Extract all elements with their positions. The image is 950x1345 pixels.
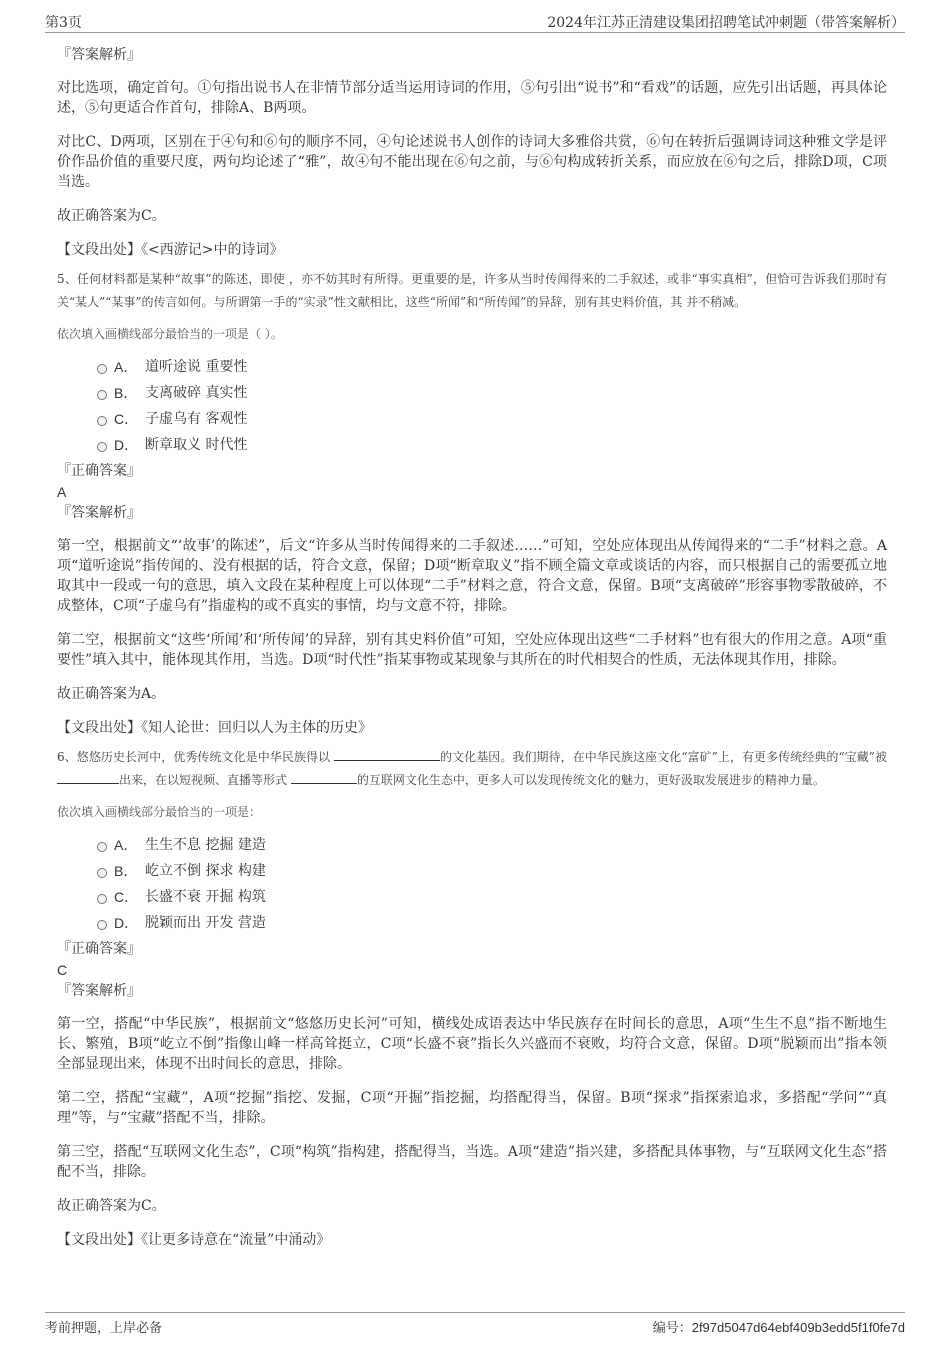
analysis-paragraph: 第二空，根据前文“这些‘所闻’和‘所传闻’的异辞，别有其史料价值”可知，空处应体现出这些“二手材料”也有很大的作用之意。A项“重要性”填入其中，能体现其作用，当选。D项“时代性”指某事物或某现象与其所在的时代相契合的性质，无法体现其作用，排除。: [57, 632, 887, 668]
fill-blank: [334, 746, 440, 761]
option-a[interactable]: [97, 354, 887, 380]
option-c[interactable]: [97, 884, 887, 910]
fill-blank: [57, 769, 119, 784]
analysis-paragraph: 第二空，搭配“宝藏”，A项“挖掘”指挖、发掘，C项“开掘”指挖掘，均搭配得当，保留。B项“探求”指探索追求，多搭配“学问”“真理”等，与“宝藏”搭配不当，排除。: [57, 1090, 887, 1126]
option-c[interactable]: [97, 406, 887, 432]
question-5: [57, 268, 887, 738]
footer-slogan: 考前押题，上岸必备: [45, 1321, 163, 1336]
radio-button[interactable]: [97, 842, 107, 852]
option-letter: D．: [114, 437, 139, 453]
correct-answer-label: 『正确答案』: [57, 941, 141, 957]
question-text-part: 6、悠悠历史长河中，优秀传统文化是中华民族得以: [57, 750, 334, 764]
option-letter: A．: [114, 359, 138, 375]
answer-summary: 故正确答案为C。: [57, 208, 166, 224]
option-text: 脱颖而出 开发 营造: [145, 915, 266, 931]
option-d[interactable]: [97, 910, 887, 936]
option-b[interactable]: [97, 380, 887, 406]
source-citation: 【文段出处】《<西游记>中的诗词》: [57, 242, 284, 258]
option-letter: B．: [114, 385, 138, 401]
radio-button[interactable]: [97, 364, 107, 374]
page-footer: [45, 1312, 905, 1337]
radio-button[interactable]: [97, 920, 107, 930]
option-letter: D．: [114, 915, 139, 931]
question-prompt: 依次填入画横线部分最恰当的一项是（ ）。: [57, 327, 283, 341]
document-id: 编号：2f97d5047d64ebf409b3edd5f1f0fe7d: [652, 1320, 905, 1335]
fill-blank: [291, 769, 357, 784]
main-content: [57, 44, 887, 1264]
option-text: 支离破碎 真实性: [145, 385, 248, 401]
option-a[interactable]: [97, 832, 887, 858]
question-6: [57, 746, 887, 1250]
document-title: 2024年江苏正清建设集团招聘笔试冲刺题（带答案解析）: [547, 15, 905, 31]
analysis-paragraph: 对比选项，确定首句。①句指出说书人在非情节部分适当运用诗词的作用，⑤句引出“说书”和“看戏”的话题，应先引出话题，再具体论述，⑤句更适合作首句，排除A、B两项。: [57, 80, 887, 116]
option-list: [97, 354, 887, 458]
radio-button[interactable]: [97, 390, 107, 400]
radio-button[interactable]: [97, 442, 107, 452]
option-d[interactable]: [97, 432, 887, 458]
option-text: 屹立不倒 探求 构建: [145, 863, 266, 879]
option-letter: C．: [114, 889, 139, 905]
option-b[interactable]: [97, 858, 887, 884]
analysis-label: 『答案解析』: [57, 983, 141, 999]
correct-answer: A: [57, 484, 67, 500]
analysis-label: 『答案解析』: [57, 505, 141, 521]
analysis-paragraph: 第一空，根据前文“‘故事’的陈述”，后文“许多从当时传闻得来的二手叙述……”可知，空处应体现出从传闻得来的“二手”材料之意。A项“道听途说”指传闻的、没有根据的话，符合文意，保留；D项“断章取义”指不顾全篇文章或谈话的内容，而只根据自己的需要孤立地取其中一段或一句的意思，填入文段在某种程度上可以体现“二手”材料之意，符合文意，保留。B项“支离破碎”形容事物零散破碎，不成整体，C项“子虚乌有”指虚构的或不真实的事情，均与文意不符，排除。: [57, 538, 887, 614]
question-text-part: 的文化基因。我们期待，在中华民族这座文化“富矿”上，有更多传统经典的“宝藏”被: [439, 750, 888, 764]
source-citation: 【文段出处】《知人论世：回归以人为主体的历史》: [57, 720, 372, 736]
radio-button[interactable]: [97, 894, 107, 904]
answer-summary: 故正确答案为C。: [57, 1198, 166, 1214]
question-text: 5、任何材料都是某种“故事”的陈述，即使 ，亦不妨其时有所得。更重要的是，许多从当时传闻得来的二手叙述，或非“事实真相”，但恰可告诉我们那时有关“某人”“某事”的传言如何。与所谓第一手的“实录”性文献相比，这些“所闻”和“所传闻”的异辞，别有其史料价值，其 并不稍减。: [57, 272, 887, 309]
page-header: [45, 10, 905, 33]
option-letter: C．: [114, 411, 139, 427]
option-list: [97, 832, 887, 936]
question-text-part: 的互联网文化生态中，更多人可以发现传统文化的魅力，更好汲取发展进步的精神力量。: [356, 773, 825, 787]
question-text-part: 出来，在以短视频、直播等形式: [119, 773, 291, 787]
answer-summary: 故正确答案为A。: [57, 686, 166, 702]
option-text: 长盛不衰 开掘 构筑: [145, 889, 266, 905]
radio-button[interactable]: [97, 868, 107, 878]
correct-answer-label: 『正确答案』: [57, 463, 141, 479]
option-letter: B．: [114, 863, 138, 879]
analysis-paragraph: 第一空，搭配“中华民族”，根据前文“悠悠历史长河”可知，横线处成语表达中华民族存在时间长的意思，A项“生生不息”指不断地生长、繁殖，B项“屹立不倒”指像山峰一样高耸挺立，C项“长盛不衰”指长久兴盛而不衰败，均符合文意，保留。D项“脱颖而出”指本领全部显现出来，体现不出时间长的意思，排除。: [57, 1016, 887, 1072]
option-text: 断章取义 时代性: [145, 437, 248, 453]
question-prompt: 依次填入画横线部分最恰当的一项是：: [57, 805, 262, 819]
option-text: 子虚乌有 客观性: [145, 411, 248, 427]
analysis-label: 『答案解析』: [57, 47, 141, 63]
option-text: 生生不息 挖掘 建造: [145, 837, 266, 853]
correct-answer: C: [57, 962, 68, 978]
option-text: 道听途说 重要性: [145, 359, 248, 375]
analysis-paragraph: 对比C、D两项，区别在于④句和⑥句的顺序不同，④句论述说书人创作的诗词大多雅俗共赏，⑥句在转折后强调诗词这种雅文学是评价作品价值的重要尺度，两句均论述了“雅”，故④句不能出现在⑥句之前，与⑥句构成转折关系，而应放在⑥句之后，排除D项，C项当选。: [57, 134, 887, 190]
page-number: 第3页: [45, 15, 82, 31]
analysis-paragraph: 第三空，搭配“互联网文化生态”，C项“构筑”指构建，搭配得当，当选。A项“建造”指兴建，多搭配具体事物，与“互联网文化生态”搭配不当，排除。: [57, 1144, 887, 1180]
option-letter: A．: [114, 837, 138, 853]
radio-button[interactable]: [97, 416, 107, 426]
source-citation: 【文段出处】《让更多诗意在“流量”中涌动》: [57, 1232, 331, 1248]
question-text: [57, 746, 887, 792]
